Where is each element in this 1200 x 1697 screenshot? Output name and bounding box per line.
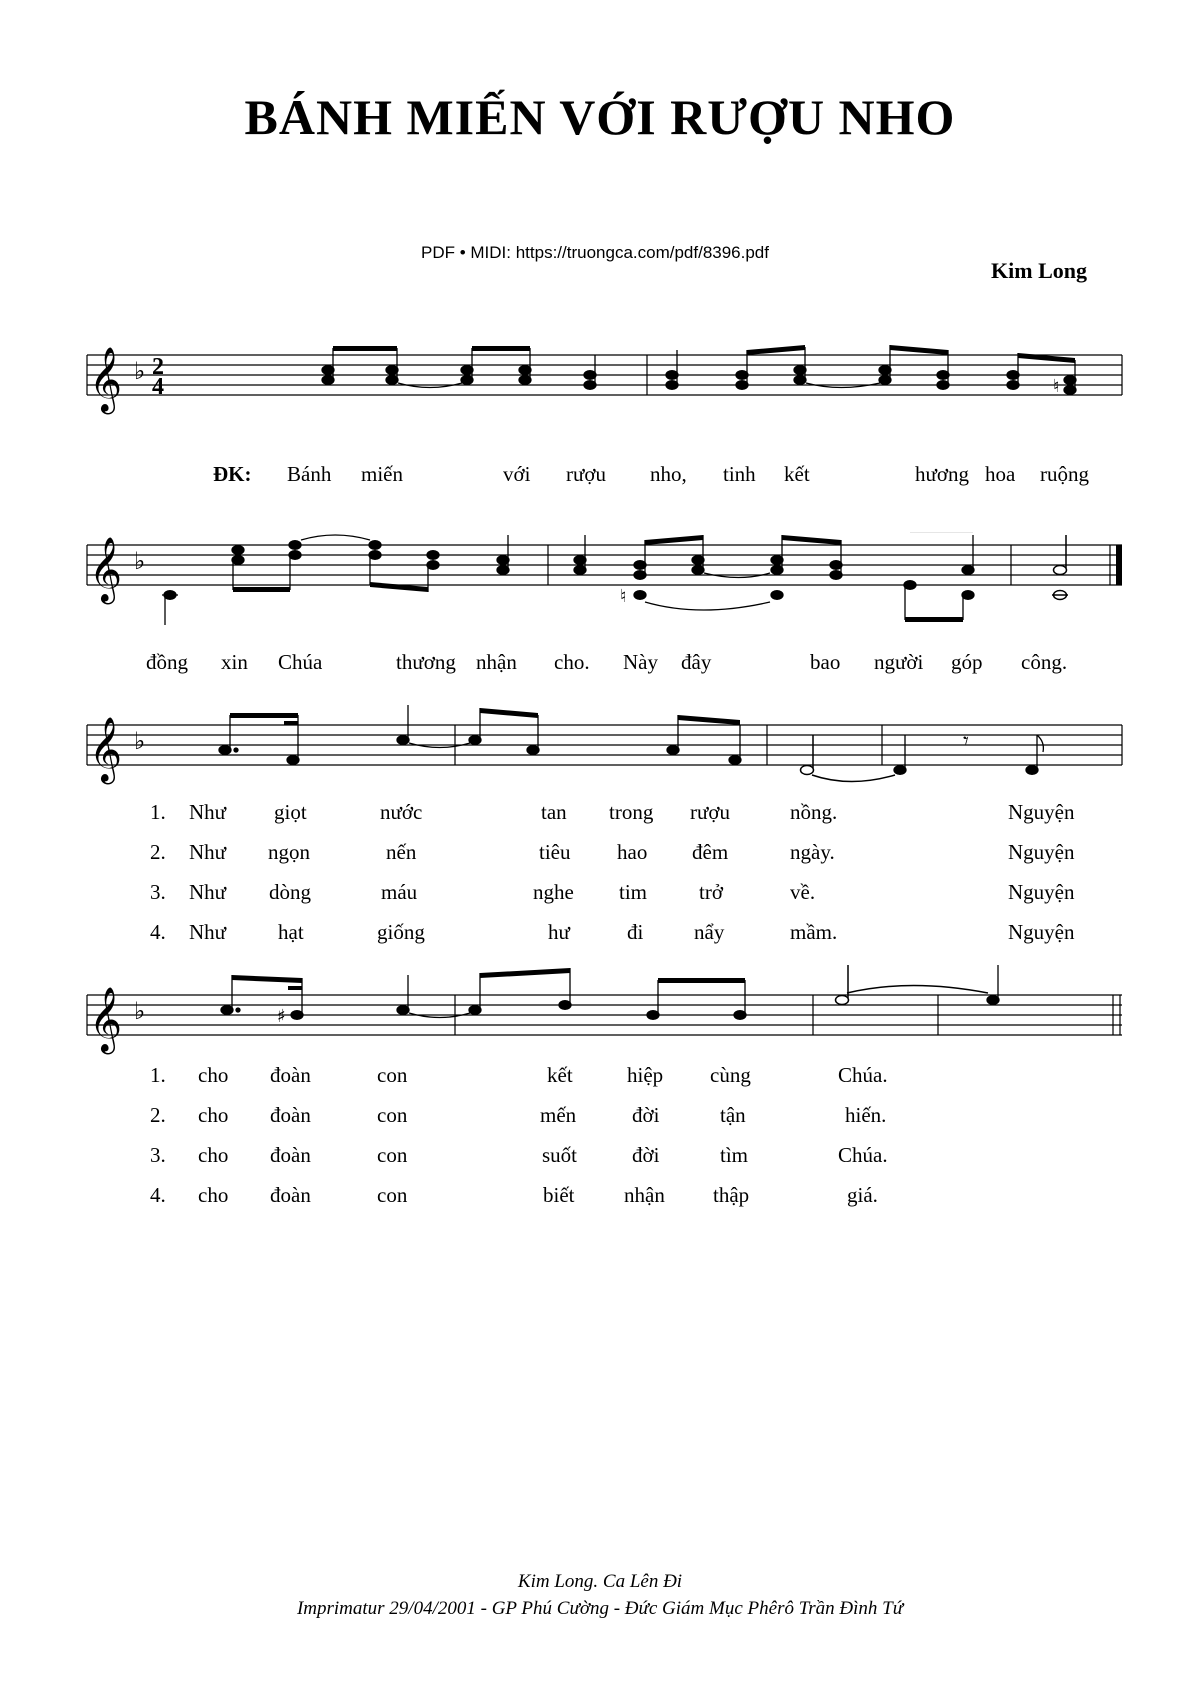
treble-clef-icon: 𝄞: [89, 537, 123, 602]
lyric: rượu: [690, 800, 730, 824]
refrain-label: ĐK:: [213, 462, 252, 486]
staff-1: [0, 320, 1200, 430]
lyric: dòng: [269, 880, 311, 904]
treble-clef-icon: 𝄞: [89, 347, 123, 412]
lyric: góp: [951, 650, 983, 674]
lyric: đoàn: [270, 1183, 311, 1207]
lyric: cho: [198, 1063, 229, 1087]
lyric: tim: [619, 880, 648, 904]
footer-line-1: Kim Long. Ca Lên Đi: [517, 1571, 683, 1592]
verse-num: 4.: [150, 920, 166, 944]
lyric: người: [874, 650, 924, 674]
lyric: mầm.: [790, 920, 838, 944]
lyric: Nguyện: [1008, 880, 1075, 904]
treble-clef-icon: 𝄞: [89, 987, 123, 1052]
verse-num: 4.: [150, 1183, 166, 1207]
flat-icon: ♭: [134, 357, 146, 385]
lyric: hạt: [278, 920, 304, 944]
natural-icon: ♮: [620, 586, 627, 607]
lyric: trong: [609, 800, 654, 824]
lyric: Như: [189, 800, 227, 824]
lyric: tận: [720, 1103, 746, 1127]
lyric: biết: [543, 1183, 575, 1207]
lyric: đời: [632, 1143, 660, 1167]
lyric: ngọn: [268, 840, 310, 864]
lyric: đoàn: [270, 1103, 311, 1127]
composer: Kim Long: [991, 258, 1087, 283]
lyric: mến: [540, 1103, 577, 1127]
lyric: giọt: [274, 800, 307, 824]
lyric: nồng.: [790, 800, 838, 824]
natural-icon: ♮: [1053, 376, 1060, 397]
flat-icon: ♭: [134, 997, 146, 1025]
lyric: nhận: [476, 650, 517, 674]
lyric: miến: [361, 462, 403, 486]
lyric: ruộng: [1040, 462, 1089, 486]
lyric: trở: [699, 880, 723, 904]
lyric: đời: [632, 1103, 660, 1127]
lyric: rượu: [566, 462, 606, 486]
flat-icon: ♭: [134, 547, 146, 575]
staff-3: [0, 690, 1200, 800]
verse-num: 1.: [150, 1063, 166, 1087]
lyric: hoa: [985, 462, 1016, 486]
verse-num: 2.: [150, 1103, 166, 1127]
lyric: con: [377, 1143, 408, 1167]
lyric: Chúa: [278, 650, 323, 674]
lyric: với: [503, 462, 531, 486]
verse-num: 3.: [150, 1143, 166, 1167]
lyric: suốt: [542, 1143, 578, 1167]
lyric: Nguyện: [1008, 800, 1075, 824]
lyric: hao: [617, 840, 648, 864]
lyric: Như: [189, 840, 227, 864]
verse-num: 2.: [150, 840, 166, 864]
lyric: xin: [221, 650, 248, 674]
lyric: Chúa.: [838, 1143, 888, 1167]
lyric: cho.: [554, 650, 590, 674]
lyric: tiêu: [539, 840, 571, 864]
lyric: kết: [784, 462, 810, 486]
lyric: cho: [198, 1143, 229, 1167]
lyric: hiến.: [845, 1103, 887, 1127]
verse-num: 1.: [150, 800, 166, 824]
lyric: hương: [915, 462, 969, 486]
flat-icon: ♭: [134, 727, 146, 755]
lyric: giống: [377, 920, 425, 944]
lyric: hư: [548, 920, 570, 944]
source-link-text[interactable]: PDF • MIDI: https://truongca.com/pdf/8396.pdf: [420, 243, 769, 262]
lyric: đoàn: [270, 1143, 311, 1167]
sharp-icon: ♯: [277, 1006, 286, 1027]
lyric: Bánh: [287, 462, 332, 486]
lyric: cho: [198, 1103, 229, 1127]
lyric: ngày.: [790, 840, 835, 864]
staff-4: [0, 960, 1200, 1070]
lyric: đây: [681, 650, 712, 674]
lyric: nhận: [624, 1183, 665, 1207]
lyric: thập: [713, 1183, 750, 1207]
lyric: Nguyện: [1008, 840, 1075, 864]
lyric: bao: [810, 650, 841, 674]
eighth-rest-icon: 𝄾: [963, 729, 969, 754]
staff-2: [0, 510, 1200, 630]
verse-num: 3.: [150, 880, 166, 904]
lyric: Nguyện: [1008, 920, 1075, 944]
time-sig-top: 2: [152, 354, 164, 380]
lyric: nho,: [650, 462, 687, 486]
lyric: đồng: [146, 650, 188, 674]
lyric: Chúa.: [838, 1063, 888, 1087]
lyric: con: [377, 1063, 408, 1087]
lyric: tìm: [720, 1143, 749, 1167]
lyric: giá.: [847, 1183, 878, 1207]
lyric: công.: [1021, 650, 1068, 674]
time-sig-bottom: 4: [152, 374, 164, 400]
lyric: máu: [381, 880, 418, 904]
lyric: cho: [198, 1183, 229, 1207]
lyric: nghe: [533, 880, 574, 904]
lyric: đêm: [692, 840, 729, 864]
lyric: con: [377, 1183, 408, 1207]
lyric: về.: [790, 880, 816, 904]
lyric: đoàn: [270, 1063, 311, 1087]
lyric: hiệp: [627, 1063, 664, 1087]
song-title: BÁNH MIẾN VỚI RƯỢU NHO: [244, 89, 956, 145]
lyric: kết: [547, 1063, 573, 1087]
lyric: nến: [386, 840, 417, 864]
lyric: đi: [627, 920, 644, 944]
lyric: Như: [189, 920, 227, 944]
treble-clef-icon: 𝄞: [89, 717, 123, 782]
lyric: tinh: [723, 462, 756, 486]
lyric: Này: [623, 650, 658, 674]
footer-line-2: Imprimatur 29/04/2001 - GP Phú Cường - Đức Giám Mục Phêrô Trần Đình Tứ: [296, 1598, 904, 1619]
lyric: tan: [541, 800, 567, 824]
lyric: nước: [380, 800, 423, 824]
lyric: cùng: [710, 1063, 751, 1087]
lyric: con: [377, 1103, 408, 1127]
lyric: thương: [396, 650, 456, 674]
lyric: Như: [189, 880, 227, 904]
lyric: nẩy: [694, 920, 725, 944]
